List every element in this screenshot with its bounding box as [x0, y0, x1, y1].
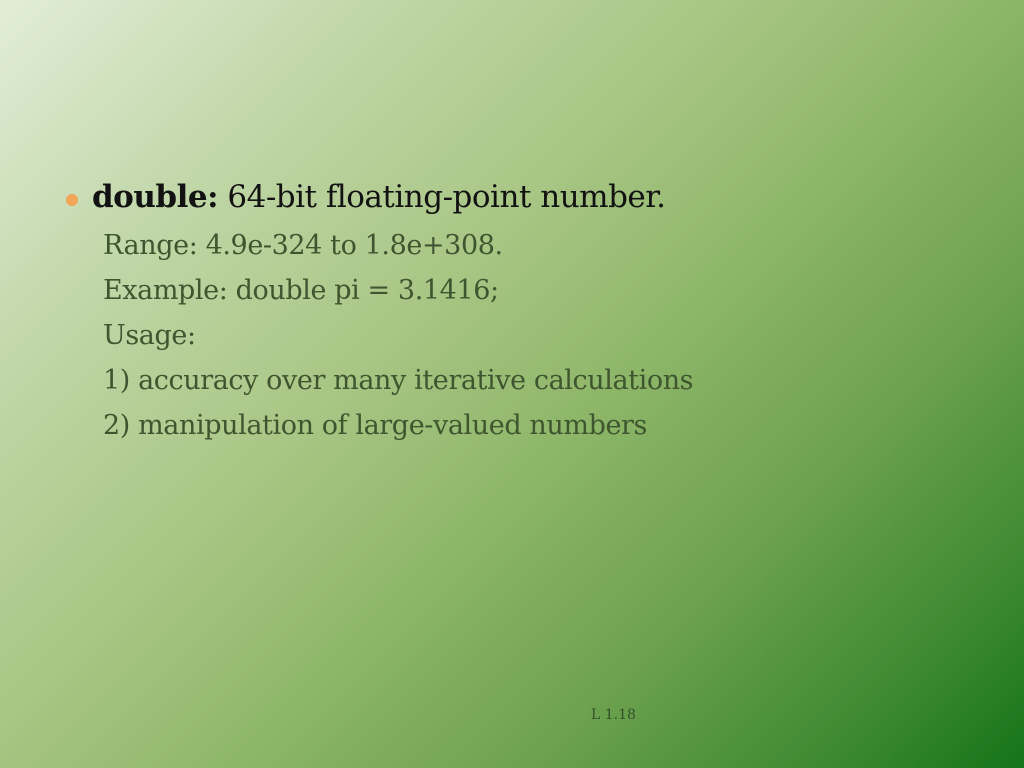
term-description: 64-bit floating-point number.	[218, 179, 666, 215]
detail-list	[103, 228, 693, 453]
detail-example: Example: double pi = 3.1416;	[103, 275, 499, 306]
detail-usage-heading: Usage:	[103, 320, 196, 351]
detail-usage-1: 1) accuracy over many iterative calculations	[103, 365, 694, 396]
bullet-dot-icon	[66, 194, 78, 206]
bullet-heading	[92, 179, 666, 215]
detail-range: Range: 4.9e-324 to 1.8e+308.	[103, 230, 503, 261]
term-label: double:	[92, 179, 219, 215]
detail-usage-2: 2) manipulation of large-valued numbers	[103, 410, 648, 441]
slide-number: L 1.18	[591, 707, 636, 723]
